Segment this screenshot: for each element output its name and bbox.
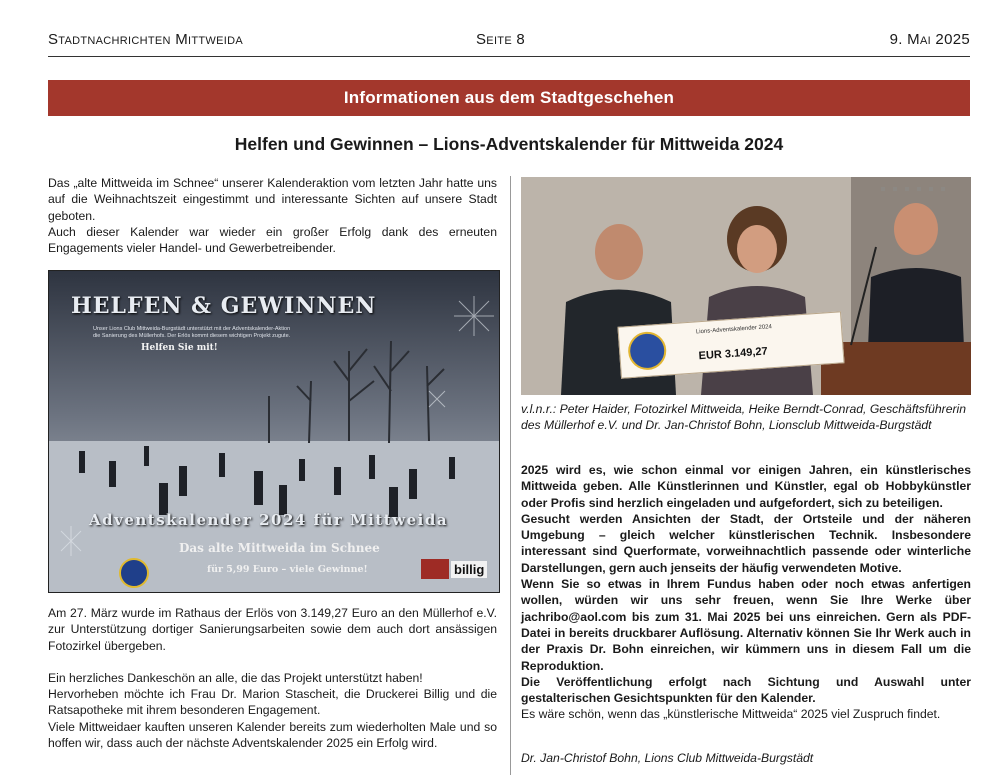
paragraph: Das „alte Mittweida im Schnee“ unserer Kalenderaktion vom letzten Jahr hatte uns auf die Weihnachtszeit eingestimmt und interessante Sichten auf unsere Stadt geboten. [48,176,497,223]
paragraph: Hervorheben möchte ich Frau Dr. Marion Stascheit, die Druckerei Billig und die Ratsapotheke mit ihrem besonderen Engagement. [48,687,497,718]
calendar-small-text: Unser Lions Club Mittweida-Burgstädt unterstützt mit der Adventskalender-Aktion die Sanierung des Müllerhofs. Der Erlös kommt diesem wichtigen Projekt zugute. [93,326,291,339]
page-header [48,28,970,54]
article-title: Helfen und Gewinnen – Lions-Adventskalender für Mittweida 2024 [234,134,784,154]
paragraph: Die Veröffentlichung erfolgt nach Sichtung und Auswahl unter gestalterischen Gesichtspunkten für den Kalender. [521,674,971,706]
issue-date: 9. Mai 2025 [889,31,970,48]
section-banner: Informationen aus dem Stadtgeschehen [48,80,970,116]
paragraph: Ein herzliches Dankeschön an alle, die das Projekt unterstützt haben! [48,670,423,685]
report-text [48,605,497,751]
photo-caption: v.l.n.r.: Peter Haider, Fotozirkel Mittweida, Heike Berndt-Conrad, Geschäftsführerin des Müllerhof e.V. und Dr. Jan-Christof Bohn, Lionsclub Mittweida-Burgstädt [521,402,967,433]
header-rule [48,56,970,57]
page-number: Seite 8 [476,31,526,48]
calendar-headline: Adventskalender 2024 für Mittweida [89,511,449,529]
lions-logo-icon [627,331,668,372]
calendar-cta: Helfen Sie mit! [141,343,218,353]
paragraph: Es wäre schön, wenn das „künstlerische Mittweida“ 2025 viel Zuspruch findet. [521,707,941,722]
paragraph: Auch dieser Kalender war wieder ein großer Erfolg dank des erneuten Engagements vieler Handel- und Gewerbetreibender. [48,224,497,256]
calendar-price: für 5,99 Euro – viele Gewinne! [207,564,368,575]
column-divider [510,176,511,775]
billig-logo: billig [451,561,487,578]
intro-text [48,175,497,256]
calendar-title: HELFEN & GEWINNEN [71,293,377,319]
check-label: Lions-Adventskalender 2024 [695,324,773,336]
check-amount: EUR 3.149,27 [698,345,769,363]
paragraph: Wenn Sie so etwas in Ihrem Fundus haben oder noch etwas anfertigen wollen, würden wir uns sehr freuen, wenn Sie Ihre Werke über jachribo@aol.com bis zum 31. Mai 2025 bei uns einreichen. Gern als PDF-Datei in bereits druckbarer Auflösung. Alternativ können Sie Ihr Werk auch in der Praxis Dr. Bohn einreichen, wir kümmern uns in diesem Fall um die Reproduktion. [521,577,971,673]
paragraph: Am 27. März wurde im Rathaus der Erlös von 3.149,27 Euro an den Müllerhof e.V. zur Unterstützung dortiger Sanierungsarbeiten sowie dem auch dort ansässigen Fotozirkel übergeben. [48,606,497,653]
paragraph: Viele Mittweidaer kauften unseren Kalender bereits zum wiederholten Male und so hoffen wir, dass auch der nächste Adventskalender 2025 ein Erfolg wird. [48,719,497,751]
call-for-artists [521,462,971,723]
calendar-subline: Das alte Mittweida im Schnee [179,541,380,555]
handover-photo [521,177,971,395]
calendar-cover-image [48,270,500,593]
publication-name: Stadtnachrichten Mittweida [48,31,243,48]
author-signature: Dr. Jan-Christof Bohn, Lions Club Mittweida-Burgstädt [521,751,814,765]
paragraph: Gesucht werden Ansichten der Stadt, der Ortsteile und der näheren Umgebung – gleich welcher künstlerischen Technik. Insbesondere interessant sind Querformate, vorweihnachtlich passende oder winterliche Darstellungen, gern auch jenseits der häufig verwendeten Motive. [521,511,971,575]
paragraph: 2025 wird es, wie schon einmal vor einigen Jahren, ein künstlerisches Mittweida geben. Alle Künstlerinnen und Künstler, egal ob Hobbykünstler oder Profis sind herzlich eingeladen und aufgefordert, sich zu beteiligen. [521,463,971,510]
